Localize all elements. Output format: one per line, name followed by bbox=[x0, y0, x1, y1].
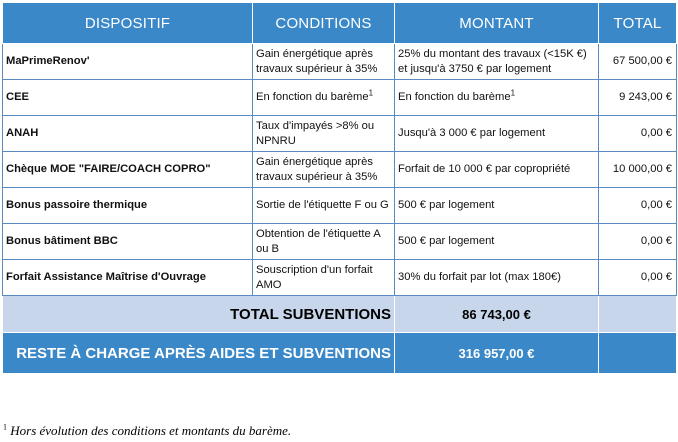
row-dispositif: Bonus passoire thermique bbox=[3, 188, 253, 224]
row-condition: Taux d'impayés >8% ou NPNRU bbox=[253, 116, 395, 152]
footnote-mark: 1 bbox=[3, 422, 7, 432]
row-total: 9 243,00 € bbox=[599, 80, 677, 116]
row-amount: 30% du forfait par lot (max 180€) bbox=[395, 260, 599, 296]
table-row bbox=[3, 44, 677, 80]
table-row bbox=[3, 116, 677, 152]
aid-table-container bbox=[2, 2, 676, 374]
row-amount bbox=[395, 80, 599, 116]
reste-a-charge-label: RESTE À CHARGE APRÈS AIDES ET SUBVENTIONS bbox=[3, 333, 395, 374]
row-condition: Obtention de l'étiquette A ou B bbox=[253, 224, 395, 260]
reste-a-charge-empty-cell bbox=[599, 333, 677, 374]
row-total: 0,00 € bbox=[599, 188, 677, 224]
row-condition: Souscription d'un forfait AMO bbox=[253, 260, 395, 296]
row-condition-text: En fonction du barème bbox=[256, 91, 369, 103]
total-subventions-empty-cell bbox=[599, 296, 677, 333]
row-amount-text: En fonction du barème bbox=[398, 91, 511, 103]
row-condition: Sortie de l'étiquette F ou G bbox=[253, 188, 395, 224]
row-total: 10 000,00 € bbox=[599, 152, 677, 188]
table-row bbox=[3, 224, 677, 260]
row-amount: 25% du montant des travaux (<15K €) et jusqu'à 3750 € par logement bbox=[395, 44, 599, 80]
footnote-reference: 1 bbox=[368, 88, 374, 98]
row-total: 0,00 € bbox=[599, 116, 677, 152]
row-total: 0,00 € bbox=[599, 260, 677, 296]
aid-table bbox=[2, 2, 677, 374]
table-row bbox=[3, 80, 677, 116]
header-montant: MONTANT bbox=[395, 3, 599, 44]
table-row bbox=[3, 188, 677, 224]
row-dispositif: Bonus bâtiment BBC bbox=[3, 224, 253, 260]
reste-a-charge-value: 316 957,00 € bbox=[395, 333, 599, 374]
row-dispositif: MaPrimeRenov' bbox=[3, 44, 253, 80]
row-total: 0,00 € bbox=[599, 224, 677, 260]
row-amount: Jusqu'à 3 000 € par logement bbox=[395, 116, 599, 152]
row-amount: 500 € par logement bbox=[395, 224, 599, 260]
row-dispositif: ANAH bbox=[3, 116, 253, 152]
row-amount: Forfait de 10 000 € par copropriété bbox=[395, 152, 599, 188]
reste-a-charge-row bbox=[3, 333, 677, 374]
row-dispositif: CEE bbox=[3, 80, 253, 116]
table-row bbox=[3, 152, 677, 188]
row-total: 67 500,00 € bbox=[599, 44, 677, 80]
row-amount: 500 € par logement bbox=[395, 188, 599, 224]
header-conditions: CONDITIONS bbox=[253, 3, 395, 44]
table-header-row bbox=[3, 3, 677, 44]
total-subventions-value: 86 743,00 € bbox=[395, 296, 599, 333]
row-dispositif: Forfait Assistance Maîtrise d'Ouvrage bbox=[3, 260, 253, 296]
row-condition bbox=[253, 80, 395, 116]
row-condition: Gain énergétique après travaux supérieur à 35% bbox=[253, 152, 395, 188]
header-dispositif: DISPOSITIF bbox=[3, 3, 253, 44]
footnote-text: Hors évolution des conditions et montants du barème. bbox=[10, 423, 292, 438]
footnote-reference: 1 bbox=[510, 88, 516, 98]
table-row bbox=[3, 260, 677, 296]
row-dispositif: Chèque MOE "FAIRE/COACH COPRO" bbox=[3, 152, 253, 188]
header-total: TOTAL bbox=[599, 3, 677, 44]
footnote bbox=[3, 423, 291, 439]
total-subventions-label: TOTAL SUBVENTIONS bbox=[3, 296, 395, 333]
total-subventions-row bbox=[3, 296, 677, 333]
row-condition: Gain énergétique après travaux supérieur à 35% bbox=[253, 44, 395, 80]
